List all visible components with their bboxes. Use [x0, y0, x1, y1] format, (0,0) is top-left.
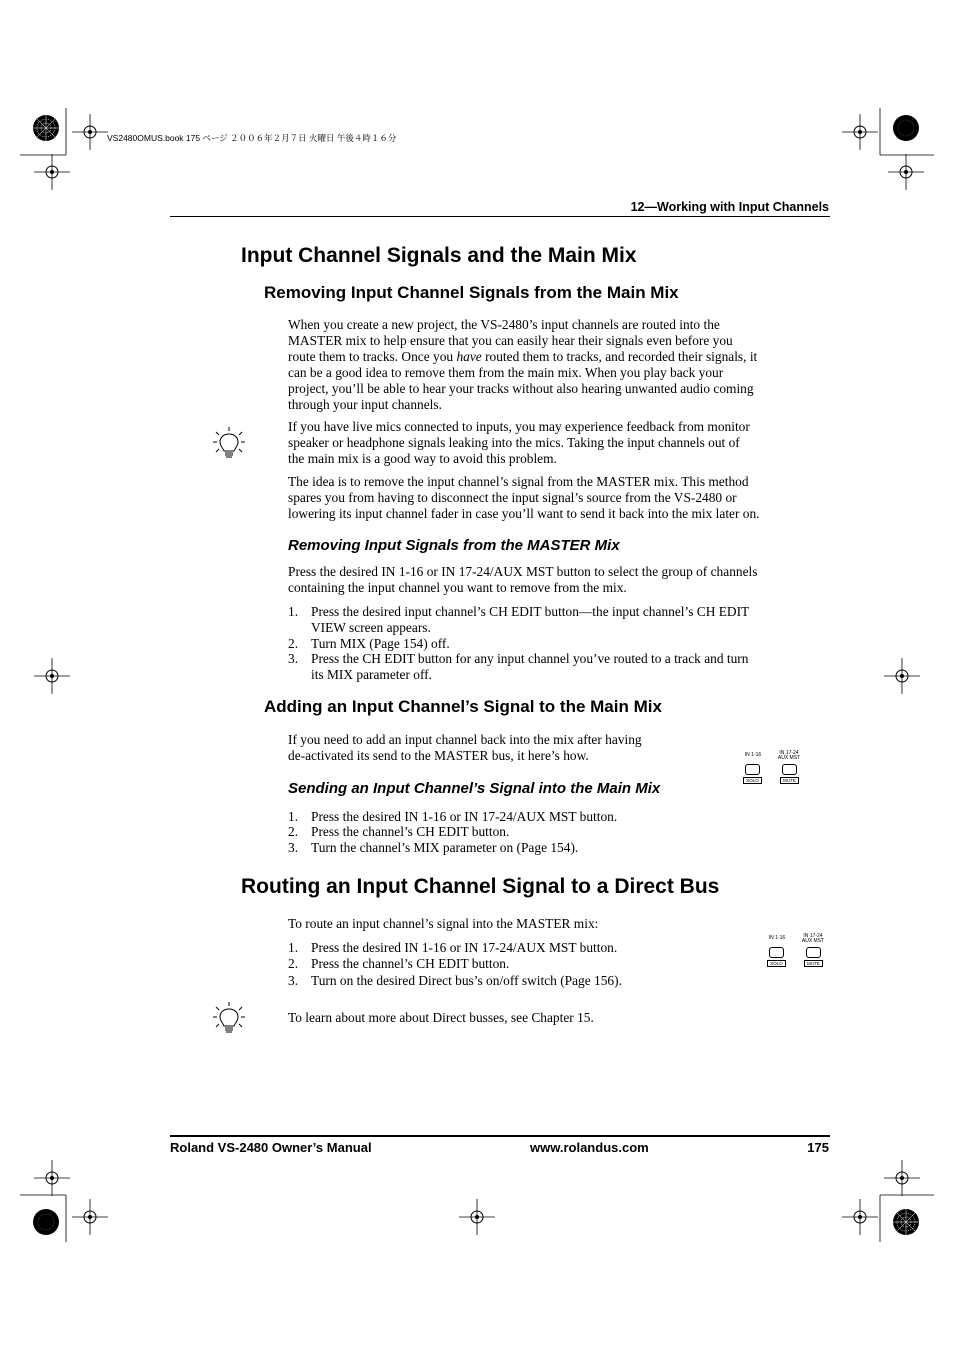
solo-tag: SOLO — [743, 777, 762, 784]
step-number: 1. — [288, 604, 299, 619]
emphasis: have — [456, 349, 482, 364]
text-line: speaker or headphone signals leaking into the mics. Taking the input channels out of — [288, 435, 740, 450]
step-item — [288, 973, 808, 989]
footer-manual-title: Roland VS-2480 Owner’s Manual — [170, 1140, 372, 1155]
text-line: Press the CH EDIT button for any input channel you’ve routed to a track and turn — [311, 651, 749, 666]
text-line: de-activated its send to the MASTER bus, it here’s how. — [288, 748, 589, 763]
footer-rule — [170, 1135, 830, 1137]
panel-buttons-illustration — [740, 750, 806, 786]
text-line: If you need to add an input channel back into the mix after having — [288, 732, 642, 747]
page-number: 175 — [807, 1140, 829, 1155]
text-line: If you have live mics connected to inputs, you may experience feedback from monitor — [288, 419, 750, 434]
text-line: its MIX parameter off. — [311, 667, 432, 682]
step-number: 1. — [288, 940, 299, 955]
in-17-24-label: IN 17-24 — [779, 750, 799, 756]
procedure-title: Removing Input Signals from the MASTER Mix — [288, 537, 620, 554]
in-17-24-button — [806, 947, 821, 958]
step-item — [288, 840, 808, 856]
direct-bus-intro: To route an input channel’s signal into the MASTER mix: — [288, 916, 599, 931]
aux-mst-label: AUX MST — [801, 938, 825, 944]
tip-lightbulb-icon — [212, 426, 246, 462]
step-number: 2. — [288, 636, 299, 651]
running-head: 12—Working with Input Channels — [630, 200, 829, 214]
text-line: Press the desired IN 1-16 or IN 17-24/AUX MST button. — [311, 809, 618, 824]
text-line: Turn on the desired Direct bus’s on/off switch (Page 156). — [311, 973, 622, 988]
step-item — [288, 956, 808, 972]
footer-url: www.rolandus.com — [530, 1140, 649, 1155]
text-line: spares you from having to disconnect the input signal’s source from the VS-2480 or — [288, 490, 737, 505]
print-file-info: VS2480OMUS.book 175 ページ ２００６年２月７日 火曜日 午後４時１６分 — [107, 133, 397, 143]
step-number: 3. — [288, 973, 299, 988]
step-item — [288, 809, 808, 825]
method-paragraph — [288, 474, 818, 522]
text-line: Press the desired IN 1-16 or IN 17-24/AUX MST button. — [311, 940, 618, 955]
step-number: 1. — [288, 809, 299, 824]
step-item — [288, 636, 808, 652]
in-17-24-button — [782, 764, 797, 775]
text-line: Press the channel’s CH EDIT button. — [311, 824, 510, 839]
in-17-24-label: IN 17-24 — [803, 933, 823, 939]
text-line: route them to tracks. Once you have routed them to tracks, and recorded their signals, it — [288, 349, 758, 364]
in-1-16-label: IN 1-16 — [744, 752, 762, 758]
section-title: Input Channel Signals and the Main Mix — [241, 244, 637, 267]
text-line: Turn the channel’s MIX parameter on (Page 154). — [311, 840, 579, 855]
in-1-16-label: IN 1-16 — [768, 935, 786, 941]
tip-paragraph: To learn about more about Direct busses, see Chapter 15. — [288, 1010, 594, 1025]
text-line: through your input channels. — [288, 397, 442, 412]
mute-tag: MUTE — [780, 777, 799, 784]
header-rule — [170, 216, 830, 217]
solo-tag: SOLO — [767, 960, 786, 967]
step-number: 2. — [288, 956, 299, 971]
step-item — [288, 651, 808, 683]
step-number: 3. — [288, 651, 299, 666]
subsection-title: Removing Input Channel Signals from the Main Mix — [264, 283, 679, 302]
text-line: project, you’ll be able to hear your tracks without also hearing unwanted audio coming — [288, 381, 754, 396]
step-item — [288, 604, 808, 636]
intro-paragraph — [288, 317, 818, 413]
subsection-title: Adding an Input Channel’s Signal to the Main Mix — [264, 697, 662, 716]
text-line: When you create a new project, the VS-2480’s input channels are routed into the — [288, 317, 720, 332]
text-line: can be a good idea to remove them from the main mix. When you play back your — [288, 365, 724, 380]
text-line: lowering its input channel fader in case you’ll want to send it back into the mix later on. — [288, 506, 760, 521]
in-1-16-button — [745, 764, 760, 775]
procedure-intro — [288, 564, 818, 596]
add-back-paragraph — [288, 732, 728, 764]
step-number: 3. — [288, 840, 299, 855]
text-line: Turn MIX (Page 154) off. — [311, 636, 450, 651]
text-line: Press the desired input channel’s CH EDIT button—the input channel’s CH EDIT — [311, 604, 750, 619]
text-line: Press the channel’s CH EDIT button. — [311, 956, 510, 971]
tip-lightbulb-icon — [212, 1001, 246, 1037]
tip-paragraph — [288, 419, 818, 467]
section-title: Routing an Input Channel Signal to a Direct Bus — [241, 875, 720, 898]
text-line: The idea is to remove the input channel’s signal from the MASTER mix. This method — [288, 474, 749, 489]
mute-tag: MUTE — [804, 960, 823, 967]
step-item — [288, 940, 808, 956]
text-line: the main mix is a good way to avoid this problem. — [288, 451, 557, 466]
text-line: containing the input channel you want to remove from the mix. — [288, 580, 627, 595]
text-line: MASTER mix to help ensure that you can easily hear their signals even before you — [288, 333, 733, 348]
procedure-title: Sending an Input Channel’s Signal into the Main Mix — [288, 780, 661, 797]
aux-mst-label: AUX MST — [777, 755, 801, 761]
text-line: Press the desired IN 1-16 or IN 17-24/AUX MST button to select the group of channels — [288, 564, 758, 579]
step-item — [288, 824, 808, 840]
step-number: 2. — [288, 824, 299, 839]
text-line: VIEW screen appears. — [311, 620, 431, 635]
